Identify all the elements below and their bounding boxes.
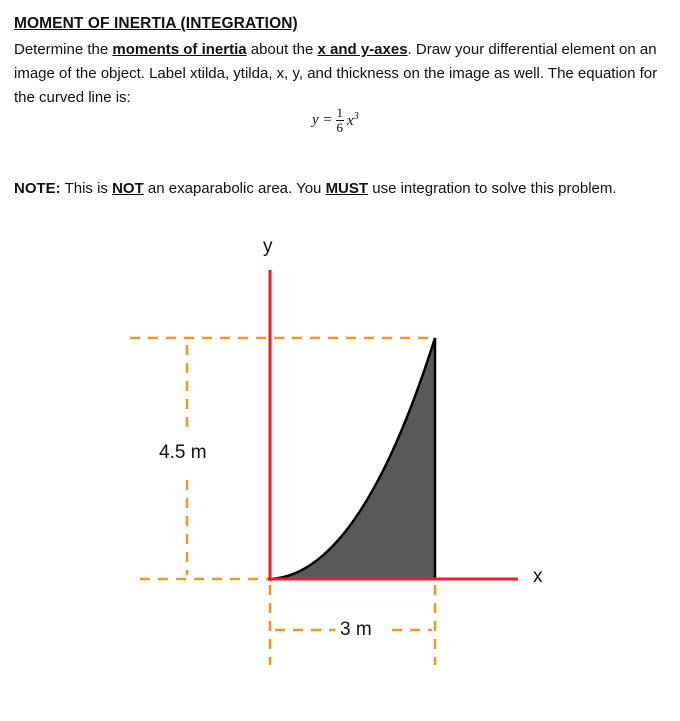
eq-denominator: 6 — [336, 120, 344, 135]
instr-text-1: Determine the — [14, 41, 113, 58]
note-must: MUST — [325, 180, 369, 197]
eq-numerator: 1 — [336, 105, 344, 120]
note-text-3: use integration to solve this problem. — [368, 180, 617, 197]
width-label: 3 m — [340, 619, 372, 640]
eq-exponent: 3 — [353, 111, 359, 122]
note-label: NOTE: — [14, 180, 61, 197]
instr-text-3: . Draw your differential element on an image of the object. Label xtilda, ytilda, x, y, and thickness on the image as well. The equation for the curved line is: — [14, 41, 658, 106]
y-axis-label: y — [263, 236, 273, 257]
eq-variable: $x^3$ — [347, 111, 359, 129]
note-text-1: This is — [60, 180, 113, 197]
page-title: MOMENT OF INERTIA (INTEGRATION) — [14, 15, 298, 32]
instr-text-2: about the — [246, 41, 318, 58]
shaded-area — [270, 338, 435, 579]
note-not: NOT — [112, 180, 144, 197]
instr-moi: moments of inertia — [112, 41, 247, 58]
height-label: 4.5 m — [159, 442, 207, 463]
note-text-2: an exaparabolic area. You — [143, 180, 326, 197]
x-axis-label: x — [533, 566, 543, 587]
instr-axes: x and y-axes — [317, 41, 408, 58]
eq-lhs: y = — [312, 112, 333, 128]
